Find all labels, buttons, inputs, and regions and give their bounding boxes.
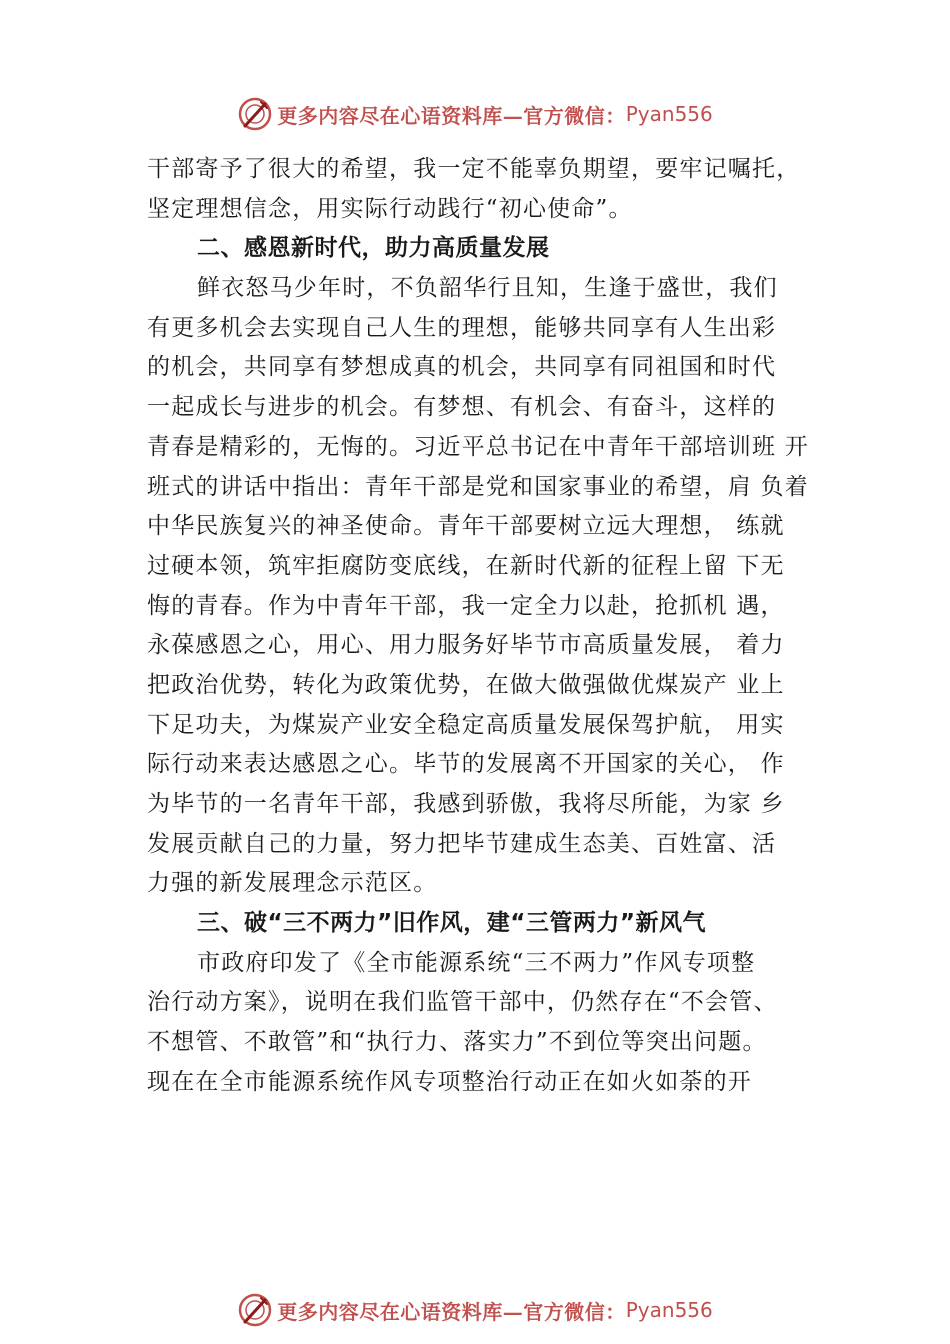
header-banner bbox=[0, 92, 950, 136]
footer-banner-text: 更多内容尽在心语资料库—官方微信： bbox=[277, 1299, 626, 1324]
body-line: 悔的青春。作为中青年干部，我一定全力以赴，抢抓机 遇， bbox=[147, 592, 785, 619]
header-wechat-id: Pyan556 bbox=[625, 102, 713, 126]
section-heading: 三、破“三不两力”旧作风，建“三管两力”新风气 bbox=[197, 910, 706, 937]
seal-logo-icon bbox=[237, 96, 273, 132]
body-line: 班式的讲话中指出：青年干部是党和国家事业的希望，肩 负着 bbox=[147, 473, 809, 500]
document-body bbox=[147, 150, 847, 1103]
footer-wechat-id: Pyan556 bbox=[625, 1298, 713, 1322]
body-line: 下足功夫，为煤炭产业安全稳定高质量发展保驾护航， 用实 bbox=[147, 711, 785, 738]
body-line: 现在在全市能源系统作风专项整治行动正在如火如荼的开 bbox=[147, 1068, 752, 1095]
body-line: 治行动方案》，说明在我们监管干部中，仍然存在“不会管、 bbox=[147, 989, 778, 1016]
body-line: 鲜衣怒马少年时，不负韶华行且知，生逢于盛世，我们 bbox=[197, 275, 778, 302]
body-line: 有更多机会去实现自己人生的理想，能够共同享有人生出彩 bbox=[147, 314, 777, 341]
body-line: 永葆感恩之心，用心、用力服务好毕节市高质量发展， 着力 bbox=[147, 632, 785, 659]
body-line: 发展贡献自己的力量，努力把毕节建成生态美、百姓富、活 bbox=[147, 830, 777, 857]
footer-banner bbox=[0, 1288, 950, 1332]
body-line: 把政治优势，转化为政策优势，在做大做强做优煤炭产 业上 bbox=[147, 671, 785, 698]
body-line: 干部寄予了很大的希望，我一定不能辜负期望，要牢记嘱托， bbox=[147, 156, 801, 182]
body-line: 坚定理想信念，用实际行动践行“初心使命”。 bbox=[147, 195, 633, 222]
section-heading: 二、感恩新时代，助力高质量发展 bbox=[197, 235, 550, 262]
body-line: 力强的新发展理念示范区。 bbox=[147, 870, 438, 897]
body-line: 一起成长与进步的机会。有梦想、有机会、有奋斗，这样的 bbox=[147, 394, 777, 421]
body-line: 青春是精彩的，无悔的。习近平总书记在中青年干部培训班 开 bbox=[147, 433, 809, 460]
body-line: 不想管、不敢管”和“执行力、落实力”不到位等突出问题。 bbox=[147, 1029, 767, 1056]
seal-logo-icon bbox=[237, 1292, 273, 1328]
body-line: 过硬本领，筑牢拒腐防变底线，在新时代新的征程上留 下无 bbox=[147, 552, 785, 579]
body-line: 市政府印发了《全市能源系统“三不两力”作风专项整 bbox=[197, 949, 756, 976]
body-line: 际行动来表达感恩之心。毕节的发展离不开国家的关心， 作 bbox=[147, 751, 785, 778]
body-line: 为毕节的一名青年干部，我感到骄傲，我将尽所能，为家 乡 bbox=[147, 791, 785, 817]
body-line: 中华民族复兴的神圣使命。青年干部要树立远大理想， 练就 bbox=[147, 513, 785, 540]
header-banner-text: 更多内容尽在心语资料库—官方微信： bbox=[277, 103, 626, 128]
body-line: 的机会，共同享有梦想成真的机会，共同享有同祖国和时代 bbox=[147, 354, 777, 381]
